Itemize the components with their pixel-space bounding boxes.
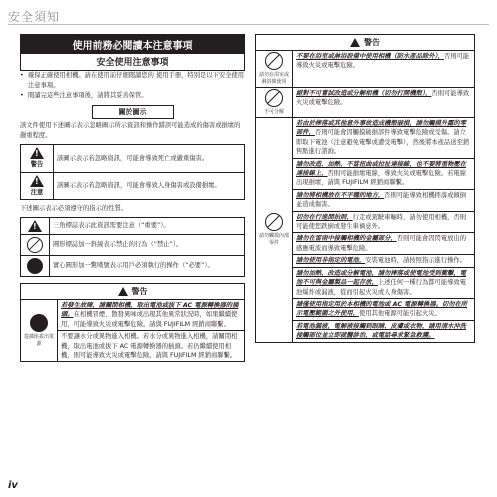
warning-triangle-icon: [350, 38, 360, 47]
symbol-text: 實心圓形加一驚嘆號表示用戶必須執行的操作（“必要”）。: [50, 256, 245, 277]
right-warning-table: [255, 50, 475, 343]
severity-text: 該圖示表示若忽略資訊，可能會導致人身傷害或設備損壞。: [54, 172, 245, 200]
bullet-item: • 閱讀完這些注意事項後，請將其妥善保管。: [20, 92, 148, 99]
severity-table: [20, 144, 245, 200]
no-touch-icon: [265, 213, 283, 231]
warning-item: 若電池漏液，電解液接觸到眼睛、皮膚或衣物，請用清水沖洗接觸部位並立即就醫診治，或電話尋求緊急救護。: [293, 320, 475, 342]
no-shower-icon: [265, 52, 283, 70]
warning-item: 若由於摔落或其他意外事故造成機殼破損，請勿觸摸外露的零部件，否則可能會因觸摸破損部件導致電擊危險或受傷。請立即取下電池（注意避免電擊或遭受電擊），然後將本產品送至銷售點進行諮詢。: [293, 118, 475, 159]
main-title: 使用前務必閱讀本注意事項: [21, 35, 244, 54]
icon-caption: 請勿在浴室或淋浴間使用: [259, 72, 290, 85]
icon-caption: 不可分解: [263, 109, 284, 115]
severity-label: 注意: [30, 188, 44, 196]
warning-item: 請僅使用指定用於本相機的電池或 AC 電源轉換器。切勿在所示電壓範圍之外使用，使用其他電源可能引起火災。: [293, 298, 475, 320]
warning-item: 若發生故障，請關閉相機，取出電池或拔下 AC 電源轉換器的插頭。在相機冒煙、散發異味或出現其他異常狀況時，如果繼續使用，可能導致火災或電擊危險。請與 FUJIFILM 經銷商聯繫。: [58, 300, 245, 331]
icon-caption: 請勿觸摸內部零件: [259, 232, 290, 246]
mandatory-icon: [27, 258, 43, 274]
warning-item: 不要在浴室或淋浴設備中使用相機（防水產品除外），否則可能導致火災或電擊危險。: [293, 51, 475, 88]
severity-row-caution: [21, 172, 245, 200]
symbols-intro: 下述圖示表示必須遵守的指示的性質。: [20, 205, 128, 212]
left-column: [20, 34, 245, 362]
sub-title: 安全使用注意事項: [96, 58, 169, 68]
warning-item: 不要讓水分或異物進入相機。若水分或異物進入相機，請關閉相機，取出電池或拔下 AC 電源轉換器的插頭。若仍繼續使用相機，則可能導致火災或電擊危險。請與 FUJIFILM 經銷商聯繫。: [58, 331, 245, 362]
icons-section-title: 關於圖示: [92, 105, 174, 119]
icons-intro: 該文件使用下述圖示表示忽略圖示所示資訊和操作錯誤可能造成的傷害或損壞的嚴重程度。: [20, 122, 241, 139]
warning-item: 請勿在雷雨中接觸相機的金屬部分，否則可能會因閃電放出的感應電流而導致電擊危險。: [293, 233, 475, 255]
page-number: iv: [8, 480, 18, 491]
header-divider: [8, 24, 489, 25]
symbol-text: 圓形標誌加一斜線表示禁止的行為（“禁止”）。: [50, 235, 245, 256]
severity-row-warning: [21, 145, 245, 173]
page-header-title: 安全須知: [8, 10, 61, 24]
bullet-item: • 確保正確使用相機。請在使用前仔細閱讀您的 使用手冊，特別是以下安全使用注意事項。: [20, 72, 245, 89]
unplug-icon: [30, 314, 48, 332]
prohibition-icon: [27, 237, 43, 253]
severity-text: 該圖示表示若忽略資訊，可能會導致死亡或嚴重傷害。: [54, 145, 245, 173]
warning-item: 絕對不可嘗試改造或分解相機（切勿打開機殼），否則可能導致火災或電擊危險。: [293, 88, 475, 118]
title-box: [20, 34, 245, 71]
warning-triangle-icon: [30, 147, 44, 159]
triangle-icon: [28, 220, 42, 232]
warning-item: 請勿改造、加熱、不當扭曲或拉扯連接線，也不要將重物壓在連接線上，否則可能損壞電線，導致火災或電擊危險。若電線出現損壞，請與 FUJIFILM 經銷商聯繫。: [293, 158, 475, 189]
warning-triangle-icon: [118, 287, 128, 296]
severity-label: 警告: [30, 161, 44, 168]
warning-box-header: 警告: [20, 283, 245, 299]
warning-item: 請勿使用非指定的電池，安裝電池時，請按照指示進行操作。: [293, 255, 475, 267]
warning-item: 切勿在行進間拍照，行走或駕駛車輛時，請勿使用相機，否則可能使您跌倒或發生車禍意外。: [293, 211, 475, 233]
icon-caption: 從插座拔出電源: [24, 333, 55, 347]
no-disassembly-icon: [265, 89, 283, 107]
warning-item: 請勿將相機放在不平穩的地方，否則可能導致相機摔落或傾倒並造成傷害。: [293, 189, 475, 211]
symbol-text: 三角標誌表示此資訊需要注意（“重要”）。: [50, 218, 245, 235]
symbols-table: [20, 217, 245, 277]
warning-box-header: 警告: [255, 34, 475, 50]
warning-item: 請勿加熱、改造或分解電池，請勿摔落或使電池受到衝擊，電池不可與金屬製品一起存放，上述任何一種行為都可能導致電池爆炸或漏液，從而引起火災或人身傷害。: [293, 267, 475, 298]
right-column: [255, 34, 475, 343]
left-warning-table: [20, 299, 245, 362]
caution-triangle-icon: [30, 175, 44, 187]
